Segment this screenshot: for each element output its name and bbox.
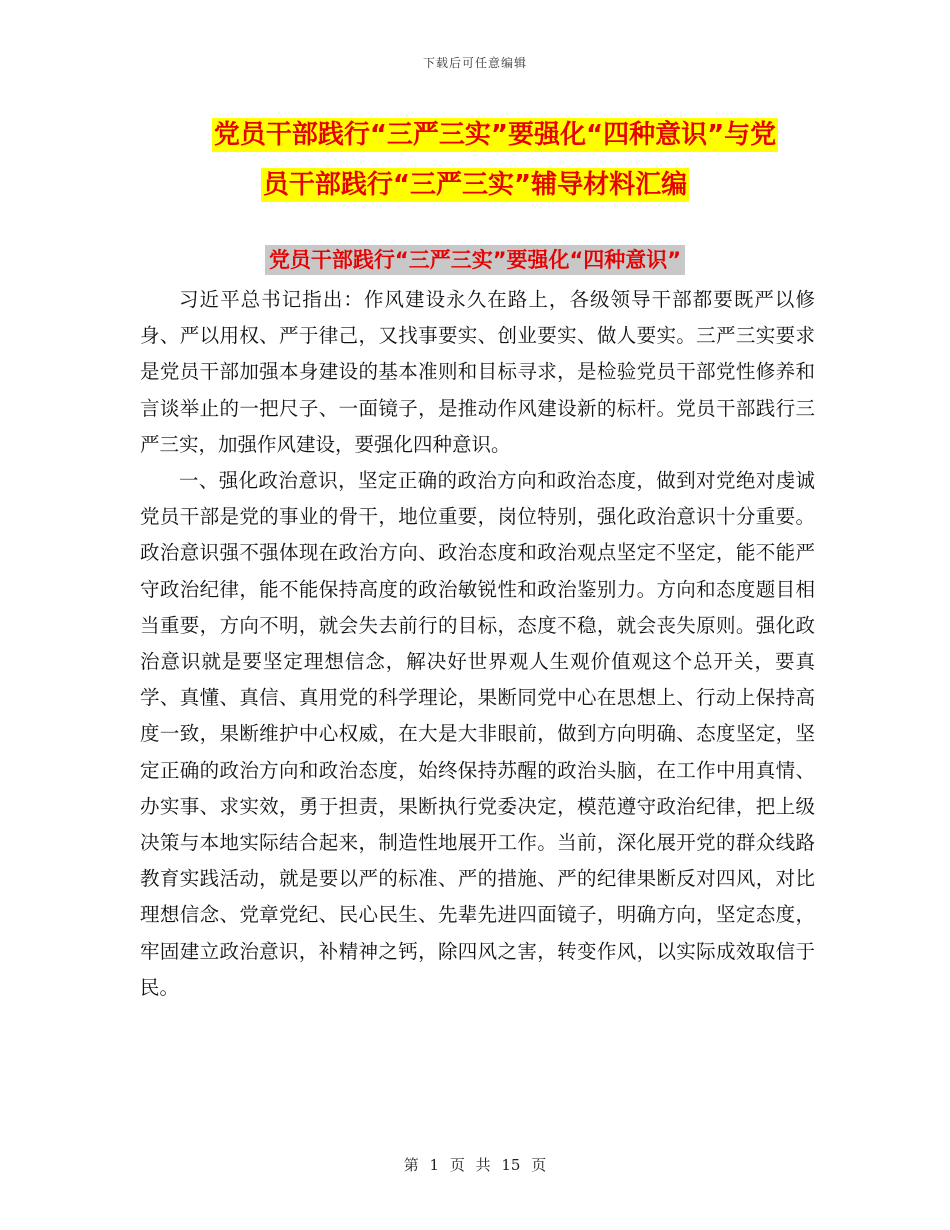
section-heading: [0, 244, 950, 274]
page-number: 第 1 页 共 15 页: [403, 1156, 547, 1174]
body-text: [140, 282, 815, 1006]
title-line-2: 员干部践行“三严三实”辅导材料汇编: [262, 170, 688, 200]
paragraph-2: 一、强化政治意识，坚定正确的政治方向和政治态度，做到对党绝对虔诚党员干部是党的事业的骨干，地位重要，岗位特别，强化政治意识十分重要。政治意识强不强体现在政治方向、政治态度和政治观点坚定不坚定，能不能严守政治纪律，能不能保持高度的政治敏锐性和政治鉴别力。方向和态度题目相当重要，方向不明，就会失去前行的目标，态度不稳，就会丧失原则。强化政治意识就是要坚定理想信念，解决好世界观人生观价值观这个总开关，要真学、真懂、真信、真用党的科学理论，果断同党中心在思想上、行动上保持高度一致，果断维护中心权威，在大是大非眼前，做到方向明确、态度坚定，坚定正确的政治方向和政治态度，始终保持苏醒的政治头脑，在工作中用真情、办实事、求实效，勇于担责，果断执行党委决定，模范遵守政治纪律，把上级决策与本地实际结合起来，制造性地展开工作。当前，深化展开党的群众线路教育实践活动，就是要以严的标准、严的措施、严的纪律果断反对四风，对比理想信念、党章党纪、民心民生、先辈先进四面镜子，明确方向，坚定态度，牢固建立政治意识，补精神之钙，除四风之害，转变作风，以实际成效取信于民。: [140, 469, 815, 999]
section-heading-text: 党员干部践行“三严三实”要强化“四种意识”: [265, 245, 685, 275]
document-title: [0, 110, 950, 210]
header-note: 下载后可任意编辑: [422, 56, 527, 70]
title-line-1: 党员干部践行“三严三实”要强化“四种意识”与党: [213, 120, 777, 150]
paragraph-1: 习近平总书记指出：作风建设永久在路上，各级领导干部都要既严以修身、严以用权、严于律己，又找事要实、创业要实、做人要实。三严三实要求是党员干部加强本身建设的基本准则和目标寻求，是检验党员干部党性修养和言谈举止的一把尺子、一面镜子，是推动作风建设新的标杆。党员干部践行三严三实，加强作风建设，要强化四种意识。: [140, 288, 815, 456]
